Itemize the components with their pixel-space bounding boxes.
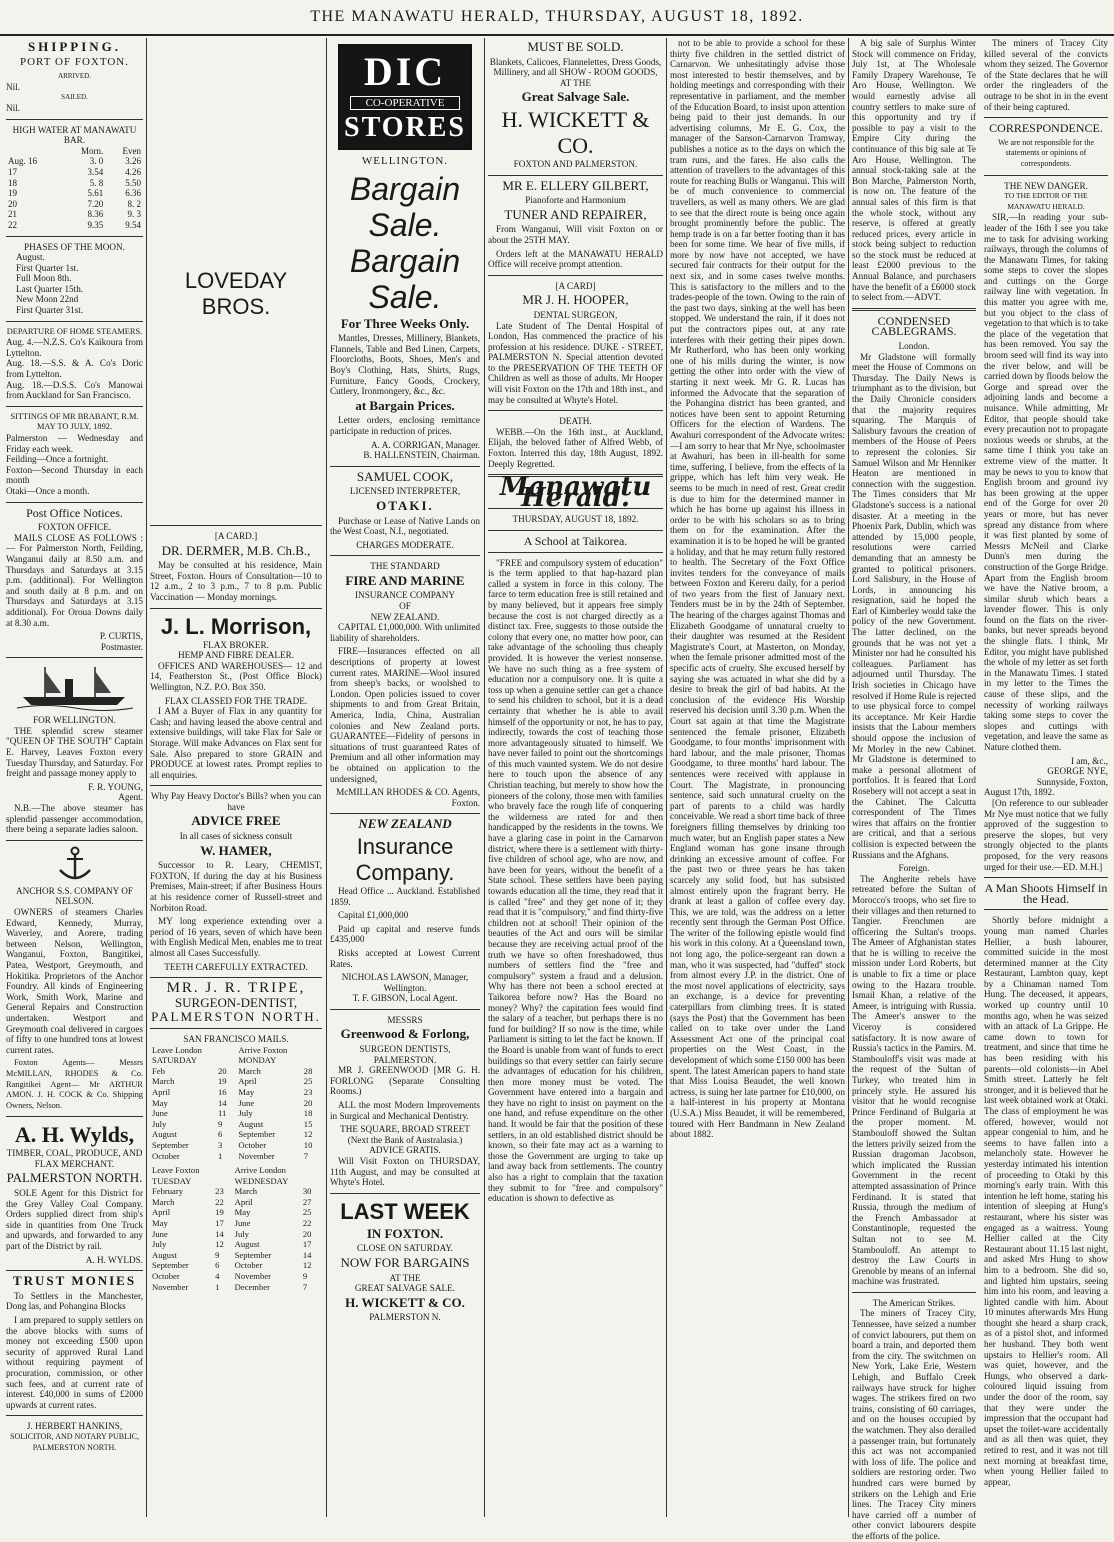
- tripe-name: MR. J. R. TRIPE,: [166, 980, 306, 997]
- gibson: T. F. GIBSON, Local Agent.: [352, 993, 458, 1004]
- mail-row: October 1 November 7: [152, 1150, 309, 1161]
- column-rule: [848, 38, 849, 1517]
- morrison-addr: OFFICES AND WAREHOUSES— 12 and 14, Featherston St., (Post Office Block) Wellington, N.Z. P.O. Box 350.: [150, 660, 322, 692]
- school-text: "FREE and compulsory system of education" is the term applied to that hap-hazard plan called a system in force in this colony. The farce to term education free is still retained and by many believed, but it appears free simply because the cost is not charged directly as a distinct tax. Free, suggests to those outside the colony that every one, no matter how poor, can take advantage of the schooling thus cheaply provided. It is however the veriest nonsense. We have no such thing as a free system of education nor a compulsory one. It is quite a toss up when a genuine settler can get a chance to send his children to school, but it is a dead certainty that whether he is able to avail himself of the opportunity or not, he has to pay, indirectly, towards the cost of teaching those more advantageously situated to himself. We have never failed to point out the shortcomings of this much vaunted system. We do not desire here to touch upon the absence of any Christian teaching, but merely to show how the pioneers of the colony, those men with families who bravely face the rough life of conquering the wilderness are rated for and then handicapped by the residents in the towns. We have a glaring case in point in the Carnarvon district, where there is a settlement with thirty-five children of school age, who are now, and have been for years, without the benefit of a State school. These settlers have been paying towards education all the time, they read that it is called "free" and they get none of it; they read that it is "compulsory," and find thirty-five children not at school! Their opinion of the beauties of the Act and ours will be similar because they are receiving actual proof of the truth we have so often foreshadowed, thus numbers of settlers find the "free and compulsory" system a fraud and a delusion. Why has there not been a school erected at Taikorea before now? Has the Board no money? Why? the capitation fees would find the salary of a teacher, but perhaps there is no fund for building? If so now is the time, while Parliament is sitting to let the fact be known. If the Board is unable from want of funds to erect buildings so that every settler can fairly secure the advantages of education for his children, then more money must be voted. The Government have entered into a bargain and they have no right to insist on payment on the one hand, and refuse expenditure on the other hand. It would be fair that the position of these settlers, in an old established district should be known, so their fate may act as a warning to those the Government are urging to take up land away back from settlements. The country also has a right to complain that the taxation they submit to for "free and compulsory" education is shown to defective as: [488, 557, 663, 1204]
- anchor-text: OWNERS of steamers Charles Edward, Kennedy, Murray, Waverley, and Aorere, trading between Nelson, Wellington, Wanganui, Foxton, Bangitikei, Patea, Westport, Greymouth, and Hokitika. Proprietors of the Anchor Foundry. All kinds of Engineering Work, Smith Work, Marine and General Repairs and Construction undertaken. Westport and Greymouth coal delivered in cargoes of fifty to one hundred tons at lowest current rates.: [6, 907, 143, 1055]
- wylds-sub: TIMBER, COAL, PRODUCE, AND FLAX MERCHANT.: [6, 1148, 143, 1169]
- trust-text: I am prepared to supply settlers on the above blocks with sums of money not exceeding £500 upon security of approved Rural Land without requiring payment of procuration, commission, or other such fees, and at current rate of interest. £40,000 in sums of £2000 upwards at current rates.: [6, 1315, 143, 1410]
- trust-sub: To Settlers in the Manchester, Dong las, and Pohangina Blocks: [6, 1290, 143, 1312]
- nb-text: N.B.—The above steamer has splendid passenger accommodation, there being a separate ladies saloon.: [6, 803, 143, 835]
- column-5: [670, 38, 845, 1517]
- card: [A CARD]: [555, 280, 596, 291]
- wickett-sub: FOXTON AND PALMERSTON.: [513, 158, 638, 169]
- lawson: NICHOLAS LAWSON, Manager, Wellington.: [341, 972, 469, 993]
- list-item: Feilding—Once a fortnight.: [6, 454, 109, 465]
- mail-row: February 23 March 30: [152, 1186, 312, 1197]
- anchor-agents: Foxton Agents— Messrs McMILLAN, RHODES & Co. Rangitikei Agent— Mr ARTHUR AMON. J. H. COCK & Co. Shipping Owners, Nelson.: [6, 1058, 143, 1110]
- morrison-text: I AM a Buyer of Flax in any quantity for Cash; and having leased the above central and extensive buildings, will take Flax for Sale or Storage. Will make Advances on Flax sent for Sale. Also prepared to store GRAIN and PRODUCE at lowest rates. Prompt replies to all enquiries.: [150, 706, 322, 780]
- cable-title: CONDENSED CABLEGRAMS.: [871, 313, 957, 339]
- newspaper-title: Manawatu Herald.: [499, 472, 652, 513]
- visit: Will Visit Foxton on THURSDAY, 11th August, and may be consulted at Whyte's Hotel.: [330, 1156, 480, 1188]
- hankins-sub: SOLICITOR, AND NOTARY PUBLIC, PALMERSTON NORTH.: [10, 1431, 139, 1452]
- tide-row: 18 5. 8 5.50: [8, 177, 141, 188]
- steamers-list: [6, 337, 143, 401]
- dic-goods: Mantles, Dresses, Millinery, Blankets, Flannels, Table and Bed Linen, Carpets, Floorcloths, Boots, Shoes, Men's and Boy's Clothing, Hats, Shirts, Rugs, Furniture, Fancy Goods, Crockery, Cutlery, Ironmongery, &c., &c.: [330, 333, 480, 397]
- mail-row: October 4 November 9: [152, 1271, 308, 1282]
- tide-row: Aug. 16 3. 0 3.26: [8, 156, 141, 167]
- capital2: Capital £1,000,000: [338, 910, 409, 921]
- wylds-name: A. H. Wylds,: [14, 1122, 135, 1148]
- moon-list: [6, 252, 143, 316]
- london-heading: London.: [898, 341, 930, 352]
- strikes-text: The miners of Tracey City, Tennessee, have seized a number of convict labourers, put them on board a train, and deported them from the city. The switchmen on New York, Lake Erie, Western Lehigh, and Buffalo Creek railways have struck for higher wages. The strikers fired on two trains, consisting of 60 carriages, and on the houses occupied by the watchmen. They also derailed a passenger train, but fortunately this act was not accompanied with loss of life. The police and soldiers are restoring order. Two hundred cars were burned by strikers on the Lehigh and Erie lines. The Tracey City miners have carried off a number of other convict labourers despite the efforts of the police.: [852, 1308, 976, 1541]
- cook-text: Purchase or Lease of Native Lands on the West Coast, N.I., negotiated.: [330, 515, 480, 537]
- list-item: Otaki—Once a month.: [6, 485, 90, 496]
- tripe-place: PALMERSTON NORTH.: [151, 1009, 321, 1025]
- gilbert-text: From Wanganui, Will visit Foxton on or about the 25TH MAY.: [488, 224, 663, 245]
- mail-row: September 6 October 12: [152, 1260, 312, 1271]
- shoots-text: Shortly before midnight a young man named Charles Hellier, a bush labourer, committed suicide in the most determined manner at the City Restaurant, Lambton quay, kept by a Chinaman named Tom Hung. The deceased, it appears, worked up country until 10 months ago, when he was seized with an attack of La Grippe. He came down to town for treatment, and since that time he has been residing with his parents—old colonists—in Abel Smith street. Latterly he felt stronger, and it is believed that he last week obtained work at Otaki. The class of employment he was offered, however, would not appear congenial to him, and he seems to have fallen into a melancholy state. However he yesterday intimated his intention of proceeding to Otaki by this morning's early train. With this intention he left home, stating his intention of sleeping at Hung's restaurant, where his sister was engaged as a waitress. Young Hellier called at the City Restaurant about 11.15 last night, and asked Mrs Hung to show him to a bedroom. She did so, and lighted him upstairs, seeing him into his room, and leaving a lighted candle with him. About 10 minutes afterwards Mrs Hung thought she heard a sharp crack, as of a pistol shot, and informed her husband. They both went upstairs to Hellier's room. All was quiet, however, and the Hungs, who observed a dark-coloured liquid issuing from under the door of the room, say that they were under the impression that the occupant had upset the toilet-ware accidentally and as all then was quiet, they retired to rest, and it was not till next morning at breakfast time, when young Hellier failed to appear,: [984, 915, 1108, 1487]
- modern: ALL the most Modern Improvements in Surgical and Mechanical Dentistry.: [330, 1100, 480, 1121]
- square: THE SQUARE, BROAD STREET (Next the Bank of Australasia.): [340, 1124, 470, 1145]
- correspondence-heading: CORRESPONDENCE.: [989, 121, 1103, 136]
- anchor-icon: [55, 846, 95, 882]
- dental: DENTAL SURGEON,: [533, 309, 618, 320]
- paidup: Paid up capital and reserve funds £435,000: [330, 923, 480, 945]
- mail-row: May 14 June 20: [152, 1097, 313, 1108]
- sittings-list: [6, 433, 143, 497]
- morrison-sub: FLAX BROKER.: [203, 639, 269, 650]
- three-weeks: For Three Weeks Only.: [340, 315, 470, 331]
- salvage-text: A big sale of Surplus Winter Stock will commence on Friday, July 1st, at The Wholesale Family Drapery Warehouse, Te Aro House, Wellington. We would earnestly advise all country settlers to make sure of this opportunity and try if possible to pay a visit to the Empire City during the continuance of this big sale at Te Aro House, Wellington. The annual stock-taking sale at the Bon Marche, Palmerston North, is now on. The feature of the annual sales of this firm is that the whole stock, without any reserve, is offered at greatly reduced prices, every article in stock being subject to reduction so the stock must be reduced at least £2000 previous to the Annual Balance, and purchasers have the benefit of a £6000 stock to select from.—ADVT.: [852, 38, 976, 303]
- london-text: Mr Gladstone will formally meet the House of Commons on Thursday. The Daily News is triumphant as to the division, but the Daily Chronicle considers that the majority requires squaring. The Marquis of Salisbury favours the creation of members of the House of Peers to represent the colonies. Sir Samuel Wilson and Mr Henniker Heaton are mentioned in connection with the suggestion. The Times considers that Mr Gladstone's success is a national disaster. At a meeting in the Phoenix Park, Dublin, which was attended by 15,000 people, resolutions were carried demanding that an amnesty be granted to political prisoners. Lord Salisbury, in the House of Lords, in announcing his resignation, said he hoped the Earl of Kimberley would take the policy of the new Government. The latter declined, on the grounds that he was not yet a Minister nor had he consulted his colleagues. Parliament has adjourned until Thursday. The Irish societies in Chicago have resolved if Home Rule is rejected to use physical force to compel its acceptance. Mr Keir Hardie insists that the Labour members should oppose the inclusion of Mr Morley in the new Cabinet. Mr Gladstone is determined to make a personal allotment of portfolios. It is feared that Lord Rosebery will not accept a seat in the Cabinet. The Calcutta correspondent of The Times wires that affairs on the frontier are critical, and that a serious collision is expected between the Russians and the Afghans.: [852, 351, 976, 860]
- trust-title: TRUST MONIES: [12, 1273, 137, 1289]
- column-1: [6, 38, 143, 1517]
- letter-orders: Letter orders, enclosing remittance participate in reduction of prices.: [330, 415, 480, 436]
- post-office-sign: P. CURTIS,: [99, 631, 143, 642]
- death-text: WEBB.—On the 16th inst., at Auckland, Elijah, the beloved father of Alfred Webb, of Foxton. Interred this day, 18th August, 1892. Deeply Regretted.: [488, 426, 663, 469]
- sign-2: GEORGE NYE,: [1047, 766, 1108, 777]
- column-6a: [852, 38, 976, 1541]
- loveday-ad: LOVEDAY BROS.: [184, 268, 288, 319]
- charges: CHARGES MODERATE.: [356, 539, 454, 550]
- mail-row: March 19 April 25: [152, 1076, 313, 1087]
- column-4: [488, 38, 663, 1517]
- mails-table-2: Leave Foxton Arrive London TUESDAY WEDNESDAY February 23 March 30 March 22 April 27 April 19 May 25 May 17 June 22 June 14 July 20 July 12 August 17 August 9 September 14 September 6 October 12 October 4 November 9 November 1 December 7: [150, 1165, 322, 1292]
- tripe-sub: SURGEON-DENTIST,: [174, 994, 298, 1010]
- sailed-label: SAILED.: [61, 93, 88, 102]
- orders: Orders left at the MANAWATU HERALD Office will receive prompt attention.: [488, 248, 663, 270]
- column-6b: [984, 38, 1108, 1517]
- now: NOW FOR BARGAINS: [340, 1254, 470, 1270]
- hamer-name: W. HAMER,: [200, 842, 272, 858]
- advice-free: ADVICE FREE: [191, 813, 281, 829]
- death-heading: DEATH.: [559, 416, 592, 427]
- mcmillan: McMILLAN RHODES & CO. Agents, Foxton.: [336, 787, 480, 808]
- hankins-name: J. HERBERT HANKINS,: [26, 1421, 123, 1432]
- advice-question: Why Pay Heavy Doctor's Bills? when you can have: [150, 791, 322, 812]
- at-the: AT THE: [389, 1272, 421, 1283]
- sign-1: I am, &c.,: [1071, 755, 1108, 766]
- morrison-name: J. L. Morrison,: [160, 613, 312, 639]
- foreign-text: The Angherite rebels have retreated before the Sultan of Morocco's troops, who set fire to their villages and then returned to Tangier. Frenchmen are officering the Sultan's troops. The Ameer of Afghanistan states that he is willing to receive the mission under Lord Roberts, but is unable to fix a time or place owing to the Hazara trouble. Ismail Khan, a relative of the Ameer, is intriguing with Russia. The Ameer's answer to the Viceroy is considered satisfactory. It is now aware of Russia's tactics in the Pamirs. M. Stambouloff's visit was made at the request of the Sultan of Turkey, who treated him in princely style. He assured his visitor that he would recognise Prince Ferdinand of Bulgaria at the proper moment. M. Stambouloff showed the Sultan the letters privily seized from the Russian dragoman Jacobson, which implicated the Russian Government in the recent attempted assassination of Prince Ferdinand. It is stated that Russia, through the medium of the French Ambassador at Constantinople, requested the Sultan not to see M. Stambouloff. An attempt to destroy the Law Courts in Grenoble by means of an infernal machine was frustrated.: [852, 873, 976, 1287]
- gilbert-sub: Pianoforte and Harmonium: [525, 195, 626, 206]
- teeth-extracted: TEETH CAREFULLY EXTRACTED.: [164, 961, 308, 972]
- mail-row: August 9 September 14: [152, 1249, 312, 1260]
- hooper-text: Late Student of The Dental Hospital of London, Has commenced the practice of his profession at his residence. DUKE - STREET, PALMERSTON N. Special attention devoted to the PRESERVATION OF THE TEETH OF Children as well as those of adults. Mr Hooper will visit Foxton on the 17th and 18th inst., and may be consulted at Whyte's Hotel.: [488, 320, 663, 405]
- advice-sub: In all cases of sickness consult: [179, 831, 293, 842]
- post-office-text: MAILS CLOSE AS FOLLOWS :— For Palmerston North, Feilding, Wanganui daily at 8.50 a.m. and Thursdays and Saturdays at 3.15 p.m. (additional). For Wellington and south daily at 8 p.m. and on Thursdays and Saturdays at 3.15 additional). For Oroua Downs daily at 8.30 a.m.: [6, 532, 143, 628]
- bargain-sale-2: Bargain Sale.: [349, 242, 461, 315]
- sailed-value: Nil.: [6, 102, 21, 113]
- otaki: OTAKI.: [376, 497, 434, 513]
- tide-row: 21 8.36 9. 3: [8, 209, 141, 220]
- new-danger: THE NEW DANGER.: [1004, 180, 1088, 191]
- mail-row: November 1 December 7: [152, 1281, 308, 1292]
- column-rule: [146, 38, 147, 1517]
- ed-note: [On reference to our subleader Mr Nye must notice that we fully approved of the suggestion to preserve the slopes, but very strongly objected to the plants proposed, for the very reasons urged for their use.—ED. M.H.]: [984, 797, 1108, 872]
- column-5-text: not to be able to provide a school for these thirty five children in the settled district of Carnarvon. We unhesitatingly advise those most interested to bestir themselves, and by holding meetings and corresponding with their representative in parliament, and the member of the Education Board, to insist upon attention being paid to their just demands. In our advertising columns, Mr E. G. Cox, the manager of the Sanson-Carnarvon Tramway, publishes a notice as to the days on which the tram runs, and the fares. He also calls the attention of travellers to the advantages of this route for reaching Bulls or Wanganui. This will be of much convenience to commercial travellers, as well as many others. We are glad to see that the direct route is being once again brought prominently before the public. The hemp trade is on a far better footing than it has been for some time. We hear of five mills, if more by now have not accepted, we have secured fair contracts for their output for the next six, and in some cases twelve months. This is satisfactory to the millers and to the trades-people of the town. Owing to the rain of the past two days, sinking at the well has been stopped. We understand the rain, if it does not put the contractors pipes out, at any rate interferes with their getting their pipes down. Mr Rutherford, who has been only working one of his mills during the winter, is now getting the other into order with the view of starting it next week. Mr G. R. Lucas has informed the Advocate that the separation of the Pohangina district has been granted, and notices have been sent to appoint Returning Officers for the election of Wardens. The Awahuri correspondent of the Advocate writes:—I am sorry to hear that Mr Nye, schoolmaster at Awahuri, has been in ill-health for some time, suffering, I believe, from the effects of la grippe, which has left him very weak. He seems to be much in need of rest. Great credit is due to him for the determined manner in which he has borne up against his illness in order to be with his scholars so as to bring them on for the examination. After the examination it is to be hoped he will be granted a holiday, and that he may return fully restored to health. The Secretary of the Foxt Office invites tenders for the conveyance of mails between Foxton and Kereru daily, for a period of two years from the first of January next. Tenders must be in by the 24th of September. The hearing of the charges against Thomas and Elizabeth Goodgame of unnatural cruelty to their daughter was resumed at the Resident Magistrate's Court, at Masterton, on Monday, when the female prisoner admitted most of the specific acts of cruelty. She excused herself by saying she was actuated in what she did by a desire to break the girl of bad habits. At the conclusion of the evidence His Worship reserved his decision until 3.30 p.m. When the Court sat again at that time the Magistrate sentenced the female prisoner, Elizabeth Goodgame, to four months' imprisonment with hard labour, and the male prisoner, Thomas Goodgame, to three months' hard labour. The sentences were received with applause in Court. The Magistrate, in pronouncing sentence, said such unnatural cruelty on the part of parents to a child was hardly conceivable. We read a short time back of three foreigners filling themselves by drinking too much water, but an English paper states a New England woman has gone insane through drinking an excessive amount of coffee. For the past two or three years he has taken scarcely any solid food, but has subsisted almost entirely upon the fragrant berry. He drank at least a gallon of coffee every day. This, we are told, was the address on a letter recently sent through the German Post Office. The writer of the following epistle would find his work in this colony. At a Queensland town, not long ago, the police-sergeant ran down a man, who it was suspected, had "duffed" stock from almost every J.P. in the district. One of the most novel applications of electricity, says an exchange, is a device for preventing caterpillars from climbing trees. It is stated (says the Post) that the Government has been called on to take over under the Land Assessment Act one of the principal coal properties on the West Coast, in the development of which some £150 000 has been spent. The latest American papers to hand state that Miss Louisa Beaudet, the well known actress, is suing her late partner for £10,000, on a half-interest in his property at Montana (U.S.A.) Miss Beaudet, it will be remembered, toured with Herr Bandmann in New Zealand about 1882.: [670, 38, 845, 1140]
- advice-gratis: ADVICE GRATIS.: [369, 1145, 441, 1156]
- young-name: F. R. YOUNG,: [88, 781, 143, 792]
- column-rule: [666, 38, 667, 1517]
- must-be-sold: MUST BE SOLD.: [527, 39, 624, 54]
- mail-row: September 3 October 10: [152, 1139, 313, 1150]
- list-item: Full Moon 8th.: [16, 273, 72, 284]
- greenwood: Greenwood & Forlong,: [340, 1026, 470, 1042]
- great: GREAT SALVAGE SALE.: [354, 1283, 456, 1294]
- standard: THE STANDARD: [370, 561, 440, 572]
- list-item: First Quarter 1st.: [16, 262, 79, 273]
- tide-title: HIGH WATER AT MANAWATU BAR.: [12, 124, 137, 146]
- post-office-title: Post Office Notices.: [26, 505, 123, 520]
- sign-3: Sunnyside, Foxton,: [1036, 776, 1108, 787]
- dic-city: WELLINGTON.: [361, 155, 449, 167]
- must-items: Blankets, Calicoes, Flannelettes, Dress Goods, Millinery, and all SHOW - ROOM GOODS,: [489, 56, 662, 78]
- foreign-heading: Foreign.: [898, 863, 930, 874]
- dermer-text: May be consulted at his residence, Main Street, Foxton. Hours of Consultation—10 to 12 a.m., 2 to 3 p.m., 7 to 8 p.m. Public Vaccination — Monday mornings.: [150, 560, 322, 602]
- nz: NEW ZEALAND.: [370, 611, 440, 622]
- list-item: Aug. 18.—S.S. & A. Co's Doric from Lyttelton.: [6, 358, 143, 380]
- wickett: H. WICKETT & CO.: [345, 1294, 465, 1310]
- last-week: LAST WEEK: [340, 1198, 470, 1224]
- sittings-title: SITTINGS OF MR BRABANT, R.M. MAY TO JULY, 1892.: [10, 411, 139, 432]
- palm: PALMERSTON N.: [369, 1312, 441, 1323]
- tide-row: 20 7.20 8. 2: [8, 198, 141, 209]
- tide-row: 19 5.61 6.36: [8, 188, 141, 199]
- mail-row: Feb 20 March 28: [152, 1065, 313, 1076]
- flax-classed: FLAX CLASSED FOR THE TRADE.: [164, 695, 308, 706]
- mails-title: SAN FRANCISCO MAILS.: [183, 1033, 289, 1044]
- sign-4: August 17th, 1892.: [984, 787, 1055, 798]
- list-item: First Quarter 31st.: [16, 305, 84, 316]
- arrived-value: Nil.: [6, 81, 21, 92]
- anchor-title: ANCHOR S.S. COMPANY OF NELSON.: [15, 885, 133, 907]
- column-rule: [326, 38, 327, 1517]
- wellington-text: THE splendid screw steamer "QUEEN OF THE SOUTH" Captain E. Harvey, Leaves Foxton every Tuesday Thursday, and Saturday. For freight and passage money apply to: [6, 725, 143, 779]
- gilbert: MR E. ELLERY GILBERT,: [502, 177, 649, 193]
- wickett: H. WICKETT & CO.: [501, 106, 650, 158]
- to-editor: TO THE EDITOR OF THE MANAWATU HERALD.: [1004, 191, 1088, 211]
- tuner: TUNER AND REPAIRER,: [504, 206, 647, 222]
- column-rule: [484, 38, 485, 1517]
- tide-row: 17 3.54 4.26: [8, 166, 141, 177]
- fire-text: FIRE—Insurances effected on all descriptions of property at lowest current rates. MARINE—Wool insured from sheep's backs, or woolshed to London. Open policies issued to cover shipments to and from Great Britain, America, India, China, Australian colonies and New Zealand ports. GUARANTEE—Fidelity of persons in situations of trust guaranteed Rates of Premium and all other information may be obtained on application to the undersigned,: [330, 646, 480, 784]
- post-office-sub: FOXTON OFFICE.: [37, 522, 112, 533]
- list-item: August.: [16, 252, 45, 263]
- list-item: Last Quarter 15th.: [16, 283, 84, 294]
- mail-row: July 9 August 15: [152, 1118, 313, 1129]
- greenwood-sub: MR J. GREENWOOD [MR G. H. FORLONG (Separate Consulting Rooms.): [330, 1065, 480, 1097]
- strikes-heading: The American Strikes.: [872, 1297, 956, 1308]
- column-3: [330, 38, 480, 1517]
- great-salvage: Great Salvage Sale.: [521, 89, 630, 105]
- mail-row: May 17 June 22: [152, 1218, 312, 1229]
- issue-date: THURSDAY, AUGUST 18, 1892.: [512, 514, 639, 525]
- fire-marine: FIRE AND MARINE: [345, 572, 465, 588]
- morrison-sub2: HEMP AND FIBRE DEALER.: [177, 650, 295, 661]
- mail-row: April 19 May 25: [152, 1207, 312, 1218]
- wylds-text: SOLE Agent for this District for the Grey Valley Coal Company. Orders supplied direct from ship's side in quantities from One Truck and upwards, and forwarded to any part of the District by rail.: [6, 1188, 143, 1252]
- risks: Risks accepted at Lowest Current Rates.: [330, 947, 480, 969]
- mail-row: April 16 May 23: [152, 1086, 313, 1097]
- port-heading: PORT OF FOXTON.: [20, 55, 129, 68]
- hallenstein: B. HALLENSTEIN, Chairman.: [363, 450, 480, 461]
- mail-row: August 6 September 12: [152, 1129, 313, 1140]
- dermer-name: DR. DERMER, M.B. Ch.B.,: [161, 542, 311, 558]
- hamer-text2: MY long experience extending over a period of 16 years, seven of which have been with English Medical Men, enables me to treat almost all Cases Successfully.: [150, 916, 322, 958]
- wellington-title: FOR WELLINGTON.: [33, 715, 116, 726]
- tide-row: 22 9.35 9.54: [8, 219, 141, 230]
- close: CLOSE ON SATURDAY.: [356, 1243, 454, 1254]
- mail-row: June 14 July 20: [152, 1228, 312, 1239]
- shipping-heading: SHIPPING.: [27, 39, 122, 54]
- dic-logo: DIC CO-OPERATIVE STORES: [338, 44, 472, 150]
- cook-sub: LICENSED INTERPRETER,: [349, 486, 461, 497]
- bargain-sale-1: Bargain Sale.: [349, 170, 461, 243]
- surgeons: SURGEON DENTISTS, PALMERSTON.: [359, 1044, 451, 1065]
- insurance-company: INSURANCE COMPANY: [355, 590, 455, 601]
- tracey-text: The miners of Tracey City killed several of the convicts whom they seized. The Governor of the State declares that he will order the ringleaders of the outrage to be shot in in the event of their being captured.: [984, 38, 1108, 112]
- steamship-icon: [15, 663, 135, 711]
- post-office-sign-title: Postmaster.: [100, 641, 143, 652]
- list-item: Aug. 18.—D.S.S. Co's Manowai from Auckland for San Francisco.: [6, 379, 143, 401]
- hamer-text: Successor to R. Leary, CHEMIST, FOXTON, If during the day at his Business Premises, Main-street; if after Business Hours at his residence corner of Russell-street and Norbiton Road.: [150, 860, 322, 913]
- cook-name: SAMUEL COOK,: [356, 468, 454, 484]
- steamers-title: DEPARTURE OF HOME STEAMERS.: [6, 326, 143, 336]
- capital: CAPITAL £1,000,000. With unlimited liability of shareholders.: [330, 622, 480, 643]
- at-the: AT THE: [559, 77, 592, 88]
- in-foxton: IN FOXTON.: [366, 1225, 444, 1241]
- insurance-company-title: Insurance Company.: [355, 833, 455, 885]
- list-item: Foxton—Second Thursday in each month: [6, 464, 143, 486]
- list-item: Aug. 4.—N.Z.S. Co's Kaikoura from Lyttelton.: [6, 337, 143, 358]
- moon-title: PHASES OF THE MOON.: [24, 241, 125, 252]
- letter-text: SIR,—In reading your sub-leader of the 16th I see you take me to task for advising working railways, through the columns of the Manawatu Times, for taking some steps to cover the slopes and cuttings on the Gorge railway line with vegetation. In this matter you agree with me, but you object to the class of vegetation to that which is to take the place of the vegetation that has been removed. You say the broom seed will find its way into the river below, and will be carried down by floods below the Gorge and spread over the adjoining lands and become a nuisance. While admitting, Mr Editor, that people should take every precaution not to propagate noxious weeds or shrubs, at the same time I think you take an extreme view of the matter. It may be news to you to know that English broom and ground ivy has been growing at the upper end of the Gorge for over 20 years or more, but has never spread any distance from where it was first planted by some of Messrs McNeil and Clarke Dunn's men during the construction of the Gorge Bridge. Apart from the English broom we have the Native broom, a similar shrub which bears a lavender flower. This is only found on the flats on the river-banks, but never spreads beyond the shingle flats. I think, Mr Editor, you might have published the whole of my letter as set forth in the Manawatu Times. I stated in my letter to the Times the cause of these slips, and the necessity of working railways taking some steps to cover the slopes and cuttings with vegetation, and leave the same as Nature clothed them.: [984, 212, 1108, 752]
- mail-row: June 11 July 18: [152, 1108, 313, 1119]
- masthead: THE MANAWATU HERALD, THURSDAY, AUGUST 18, 1892.: [0, 0, 1114, 36]
- school-title: A School at Taikorea.: [523, 534, 628, 548]
- of: OF: [399, 601, 411, 612]
- corrigan: A. A. CORRIGAN, Manager.: [371, 439, 480, 450]
- tide-table: Morn. Even Aug. 16 3. 0 3.26 17 3.54 4.26 18 5. 8 5.50 19 5.61 6.36 20 7.20 8. 2 21 8.36 9. 3 22 9.35 9.54: [8, 145, 141, 230]
- wylds-sign: A. H. WYLDS.: [85, 1254, 143, 1265]
- hooper: MR J. H. HOOPER,: [522, 292, 629, 308]
- corr-note: We are not responsible for the statements or opinions of correspondents.: [998, 137, 1094, 168]
- mail-row: March 22 April 27: [152, 1196, 312, 1207]
- head-office: Head Office ... Auckland. Established 1859.: [330, 885, 480, 907]
- bargain-prices: at Bargain Prices.: [355, 397, 455, 413]
- young-agent: Agent.: [118, 792, 143, 803]
- list-item: New Moon 22nd: [16, 294, 79, 305]
- arrived-label: ARRIVED.: [58, 72, 91, 81]
- column-6: [852, 38, 1108, 1541]
- dermer-card: [A CARD.]: [214, 531, 258, 541]
- shoots-title: A Man Shoots Himself in the Head.: [984, 881, 1108, 906]
- mails-table-1: Leave London Arrive Foxton SATURDAY MONDAY Feb 20 March 28 March 19 April 25 April 16 May 23 May 14 June 20 June 11 July 18 July 9 August 15 August 6 September 12 September 3 October 10 October 1 November 7: [150, 1045, 322, 1162]
- messrs: MESSRS: [387, 1014, 423, 1025]
- column-2: [150, 38, 322, 1517]
- list-item: Palmerston — Wednesday and Friday each week.: [6, 433, 143, 454]
- palmerston-heading: PALMERSTON NORTH.: [6, 1170, 143, 1186]
- mail-row: July 12 August 17: [152, 1239, 312, 1250]
- nzic: NEW ZEALAND: [358, 816, 452, 832]
